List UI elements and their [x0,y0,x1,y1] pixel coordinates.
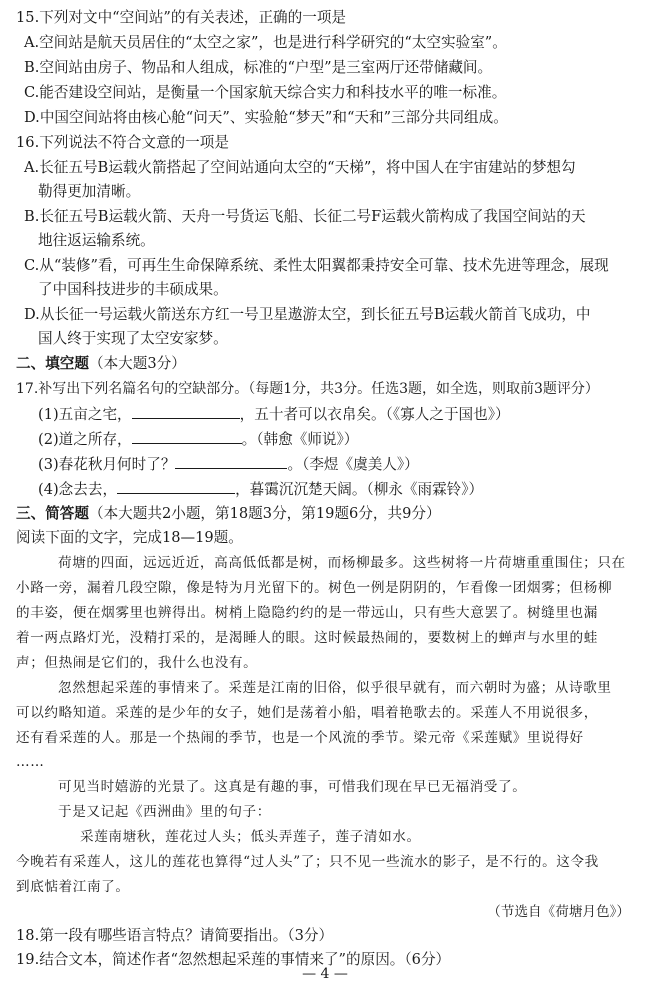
passage-p1-line-3: 的丰姿，便在烟雾里也辨得出。树梢上隐隐约约的是一带远山，只有些大意罢了。树缝里也漏 [16,605,598,621]
q16-option-a: A.长征五号B运载火箭搭起了空间站通向太空的“天梯”，将中国人在宇宙建站的梦想勾 [24,159,576,176]
q17-item-3-before: (3)春花秋月何时了？ [38,456,176,473]
passage-p2-ellipsis: …… [16,754,45,770]
q16-option-d: D.从长征一号运载火箭送东方红一号卫星遨游太空，到长征五号B运载火箭首飞成功，中 [24,306,591,323]
q17-item-4-blank[interactable] [117,479,235,494]
passage-p1-line-4: 着一两点路灯光，没精打采的，是渴睡人的眼。这时候最热闹的，要数树上的蝉声与水里的蛙 [16,630,598,646]
q17-item-3-blank[interactable] [175,454,287,469]
q17-item-3 [38,454,630,475]
q16-option-b: B.长征五号B运载火箭、天舟一号货运飞船、长征二号F运载火箭构成了我国空间站的天 [24,208,586,225]
q17-item-2 [38,429,630,450]
q15-option-d: D.中国空间站将由核心舱“问天”、实验舱“梦天”和“天和”三部分共同组成。 [24,109,508,126]
q17-item-1-after: ，五十者可以衣帛矣。（《寡人之于国也》） [239,406,510,423]
q17-item-1 [38,404,630,425]
reading-intro: 阅读下面的文字，完成18—19题。 [16,529,243,546]
q15-option-a: A.空间站是航天员居住的“太空之家”，也是进行科学研究的“太空实验室”。 [24,34,507,51]
q18-stem: 18.第一段有哪些语言特点？请简要指出。（3分） [16,927,334,944]
q15-stem: 15.下列对文中“空间站”的有关表述，正确的一项是 [16,9,347,26]
q16-option-c: C.从“装修”看，可再生生命保障系统、柔性太阳翼都秉持安全可靠、技术先进等理念，展现 [24,257,609,274]
section-3-subtitle: （本大题共2小题，第18题3分，第19题6分，共9分） [88,505,441,522]
passage-p4: 于是又记起《西洲曲》里的句子： [58,804,271,820]
q17-item-3-after: 。（李煜《虞美人》） [287,456,419,473]
q16-option-b-cont: 地往返运输系统。 [38,232,155,249]
q17-item-2-after: 。（韩愈《师说》） [241,431,359,448]
passage-poem: 采莲南塘秋，莲花过人头；低头弄莲子，莲子清如水。 [80,829,421,845]
q17-item-1-blank[interactable] [132,404,240,419]
section-2-heading [16,354,630,374]
q16-option-c-cont: 了中国科技进步的丰硕成果。 [38,281,228,298]
section-2-title: 二、填空题 [16,355,89,372]
q17-item-2-before: (2)道之所存， [38,431,132,448]
passage-p2-line-3: 还有看采莲的人。那是一个热闹的季节，也是一个风流的季节。梁元帝《采莲赋》里说得好 [16,730,584,746]
passage-p2-line-2: 可以约略知道。采莲的是少年的女子，她们是荡着小船，唱着艳歌去的。采莲人不用说很多， [16,705,598,721]
q16-stem: 16.下列说法不符合文意的一项是 [16,134,229,151]
passage-source: （节选自《荷塘月色》） [487,904,630,920]
q17-item-4-before: (4)念去去， [38,481,118,498]
passage-p1-line-5: 声；但热闹是它们的，我什么也没有。 [16,655,258,671]
q16-option-a-cont: 勒得更加清晰。 [38,183,141,200]
section-2-subtitle: （本大题3分） [88,355,186,372]
q15-option-c: C.能否建设空间站，是衡量一个国家航天综合实力和科技水平的唯一标准。 [24,84,507,101]
passage-p5-line-2: 到底惦着江南了。 [16,879,130,895]
passage-p3: 可见当时嬉游的光景了。这真是有趣的事，可惜我们现在早已无福消受了。 [58,779,527,795]
passage-p5-line-1: 今晚若有采莲人，这儿的莲花也算得“过人头”了；只不见一些流水的影子，是不行的。这令我 [16,854,599,870]
passage-p2-line-1: 忽然想起采莲的事情来了。采莲是江南的旧俗，似乎很早就有，而六朝时为盛；从诗歌里 [58,680,612,696]
page-number: — 4 — [302,966,348,982]
q16-option-d-cont: 国人终于实现了太空安家梦。 [38,330,228,347]
section-3-title: 三、简答题 [16,505,89,522]
q17-item-2-blank[interactable] [132,429,242,444]
passage-p1-line-2: 小路一旁，漏着几段空隙，像是特为月光留下的。树色一例是阴阴的，乍看像一团烟雾；但杨柳 [16,580,613,596]
q17-stem: 17.补写出下列名篇名句的空缺部分。（每题1分，共3分。任选3题，如全选，则取前3题评分） [16,381,599,397]
q17-item-4 [38,479,630,500]
q19-stem: 19.结合文本，简述作者“忽然想起采莲的事情来了”的原因。（6分） [16,951,451,968]
passage-p1-line-1: 荷塘的四面，远远近近，高高低低都是树，而杨柳最多。这些树将一片荷塘重重围住；只在 [58,555,626,571]
q17-item-4-after: ，暮霭沉沉楚天阔。（柳永《雨霖铃》） [235,481,484,498]
q17-item-1-before: (1)五亩之宅， [38,406,132,423]
section-3-heading [16,504,630,524]
q15-option-b: B.空间站由房子、物品和人组成，标准的“户型”是三室两厅还带储藏间。 [24,59,493,76]
